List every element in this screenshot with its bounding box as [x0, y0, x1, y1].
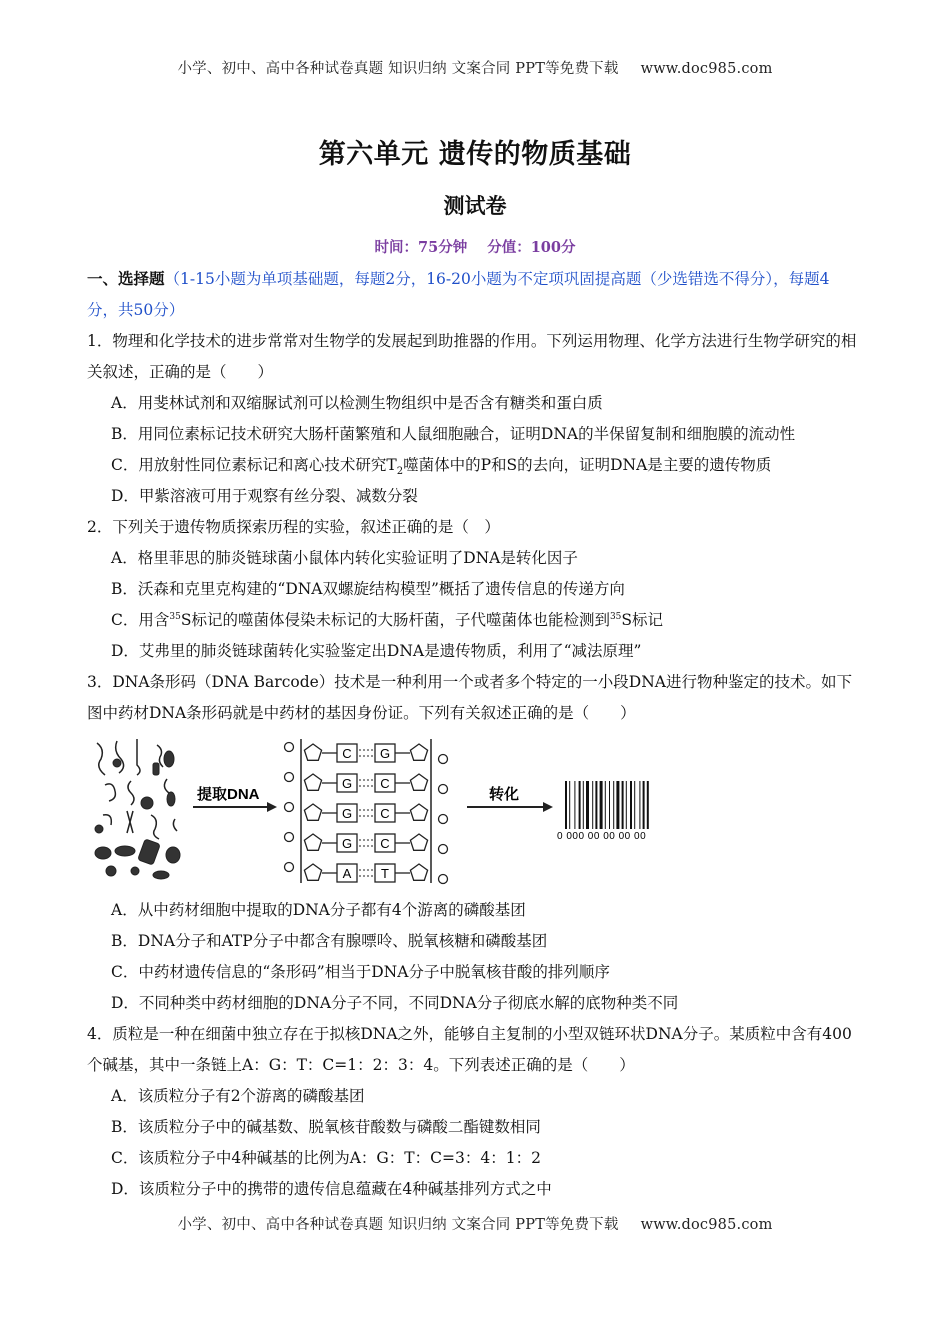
phosphate-left [285, 803, 294, 812]
sugar-left [304, 834, 321, 850]
base-left: A [342, 866, 352, 881]
sugar-left [304, 804, 321, 820]
footer-url[interactable]: www.doc985.com [640, 1217, 773, 1233]
barcode-bar [574, 781, 575, 829]
question-3 [87, 667, 859, 1019]
barcode-bar [583, 781, 584, 829]
phosphate-right [439, 845, 448, 854]
sugar-right [410, 864, 427, 880]
section-note: （1-15小题为单项基础题，每题2分，16-20小题为不定项巩固提高题（少选错选不得分），每题4分，共50分） [87, 270, 830, 319]
dna-barcode-figure [87, 733, 859, 885]
base-right: C [380, 806, 390, 821]
question-4 [87, 1019, 859, 1205]
option-c: C．中药材遗传信息的“条形码”相当于DNA分子中脱氧核苷酸的排列顺序 [111, 963, 610, 981]
section-heading [87, 263, 859, 326]
sugar-left [304, 774, 321, 790]
base-right: G [379, 746, 391, 761]
option-a: A．用斐林试剂和双缩脲试剂可以检测生物组织中是否含有糖类和蛋白质 [111, 394, 603, 412]
base-right: T [381, 866, 389, 881]
barcode-bar [579, 781, 581, 829]
option-b: B．用同位素标记技术研究大肠杆菌繁殖和人鼠细胞融合，证明DNA的半保留复制和细胞膜的流动性 [111, 425, 796, 443]
barcode-bar [565, 781, 567, 829]
phosphate-right [439, 875, 448, 884]
option-d: D．甲紫溶液可用于观察有丝分裂、减数分裂 [111, 487, 418, 505]
question-stem: 1．物理和化学技术的进步常常对生物学的发展起到助推器的作用。下列运用物理、化学方法进行生物学研究的相关叙述，正确的是（ ） [87, 332, 857, 381]
barcode-bar [647, 781, 649, 829]
option-d: D．艾弗里的肺炎链球菌转化实验鉴定出DNA是遗传物质，利用了“减法原理” [111, 642, 642, 660]
extract-dna-label: 提取DNA [197, 786, 260, 803]
document-subtitle: 测试卷 [443, 194, 507, 218]
base-left: G [341, 836, 353, 851]
barcode-bar [592, 781, 593, 829]
herbs-illustration [95, 739, 180, 879]
header-url[interactable]: www.doc985.com [640, 61, 773, 77]
convert-arrow-head [543, 802, 553, 812]
sugar-left [304, 744, 321, 760]
question-2 [87, 512, 859, 667]
option-a: A．格里菲思的肺炎链球菌小鼠体内转化实验证明了DNA是转化因子 [111, 549, 578, 567]
document-title: 第六单元 遗传的物质基础 [318, 139, 632, 170]
phosphate-right [439, 755, 448, 764]
sugar-right [410, 744, 427, 760]
sugar-right [410, 774, 427, 790]
option-c-subscript: 2 [396, 466, 404, 478]
option-c-part: S标记 [621, 611, 664, 629]
barcode-bar [609, 781, 610, 829]
barcode [565, 781, 649, 829]
barcode-bar [595, 781, 597, 829]
barcode-bar [616, 781, 619, 829]
barcode-bar [605, 781, 606, 829]
dna-barcode-diagram [87, 733, 687, 885]
option-d: D．不同种类中药材细胞的DNA分子不同，不同DNA分子彻底水解的底物种类不同 [111, 994, 679, 1012]
option-c-part: C．用放射性同位素标记和离心技术研究T [111, 456, 397, 474]
base-left: C [342, 746, 352, 761]
barcode-bar [626, 781, 627, 829]
exam-score: 分值：100分 [487, 239, 576, 256]
phosphate-left [285, 773, 294, 782]
option-c-part: S标记的噬菌体侵染未标记的大肠杆菌，子代噬菌体也能检测到 [180, 611, 610, 629]
option-c-superscript: 35 [169, 611, 181, 622]
barcode-bar [569, 781, 570, 829]
convert-label: 转化 [489, 786, 520, 803]
phosphate-left [285, 833, 294, 842]
barcode-bar [586, 781, 589, 829]
page-footer [0, 1213, 950, 1234]
option-d: D．该质粒分子中的携带的遗传信息蕴藏在4种碱基排列方式之中 [111, 1180, 552, 1198]
option-c [111, 605, 859, 636]
footer-text: 小学、初中、高中各种试卷真题 知识归纳 文案合同 PPT等免费下载 [177, 1217, 619, 1233]
extract-arrow-head [267, 802, 277, 812]
barcode-bar [639, 781, 640, 829]
dna-ladder [285, 739, 448, 884]
option-a: A．从中药材细胞中提取的DNA分子都有4个游离的磷酸基团 [111, 901, 526, 919]
barcode-bar [630, 781, 632, 829]
option-b: B．DNA分子和ATP分子中都含有腺嘌呤、脱氧核糖和磷酸基团 [111, 932, 548, 950]
barcode-bar [613, 781, 614, 829]
option-c [111, 450, 859, 481]
base-right: C [380, 776, 390, 791]
base-left: G [341, 776, 353, 791]
barcode-bar [622, 781, 624, 829]
exam-content [87, 263, 859, 1205]
question-stem: 4．质粒是一种在细菌中独立存在于拟核DNA之外，能够自主复制的小型双链环状DNA分子。某质粒中含有400个碱基，其中一条链上A：G：T：C=1：2：3：4。下列表述正确的是（ ） [87, 1025, 852, 1074]
header-text: 小学、初中、高中各种试卷真题 知识归纳 文案合同 PPT等免费下载 [177, 61, 619, 77]
option-c-part: C．用含 [111, 611, 170, 629]
question-1 [87, 326, 859, 512]
exam-time: 时间：75分钟 [374, 239, 468, 256]
exam-meta [0, 236, 950, 257]
option-c-superscript: 35 [609, 611, 622, 622]
section-label: 一、选择题 [87, 269, 165, 288]
barcode-bar [634, 781, 635, 829]
barcode-number: 0 000 00 00 00 00 [557, 831, 647, 842]
base-left: G [341, 806, 353, 821]
base-right: C [380, 836, 390, 851]
option-c: C．该质粒分子中4种碱基的比例为A：G：T：C=3：4：1：2 [111, 1149, 541, 1167]
phosphate-left [285, 743, 294, 752]
sugar-right [410, 834, 427, 850]
sugar-left [304, 864, 321, 880]
option-b: B．沃森和克里克构建的“DNA双螺旋结构模型”概括了遗传信息的传递方向 [111, 580, 625, 598]
barcode-bar [600, 781, 603, 829]
phosphate-right [439, 785, 448, 794]
barcode-bar [643, 781, 645, 829]
option-b: B．该质粒分子中的碱基数、脱氧核苷酸数与磷酸二酯键数相同 [111, 1118, 541, 1136]
question-stem: 2．下列关于遗传物质探索历程的实验，叙述正确的是（ ） [87, 518, 500, 536]
option-c-part: 噬菌体中的P和S的去向，证明DNA是主要的遗传物质 [403, 456, 772, 474]
question-stem: 3．DNA条形码（DNA Barcode）技术是一种利用一个或者多个特定的一小段DNA进行物种鉴定的技术。如下图中药材DNA条形码就是中药材的基因身份证。下列有关叙述正确的是（ ） [87, 673, 852, 722]
phosphate-right [439, 815, 448, 824]
page-header [0, 57, 950, 78]
phosphate-left [285, 863, 294, 872]
sugar-right [410, 804, 427, 820]
option-a: A．该质粒分子有2个游离的磷酸基团 [111, 1087, 365, 1105]
